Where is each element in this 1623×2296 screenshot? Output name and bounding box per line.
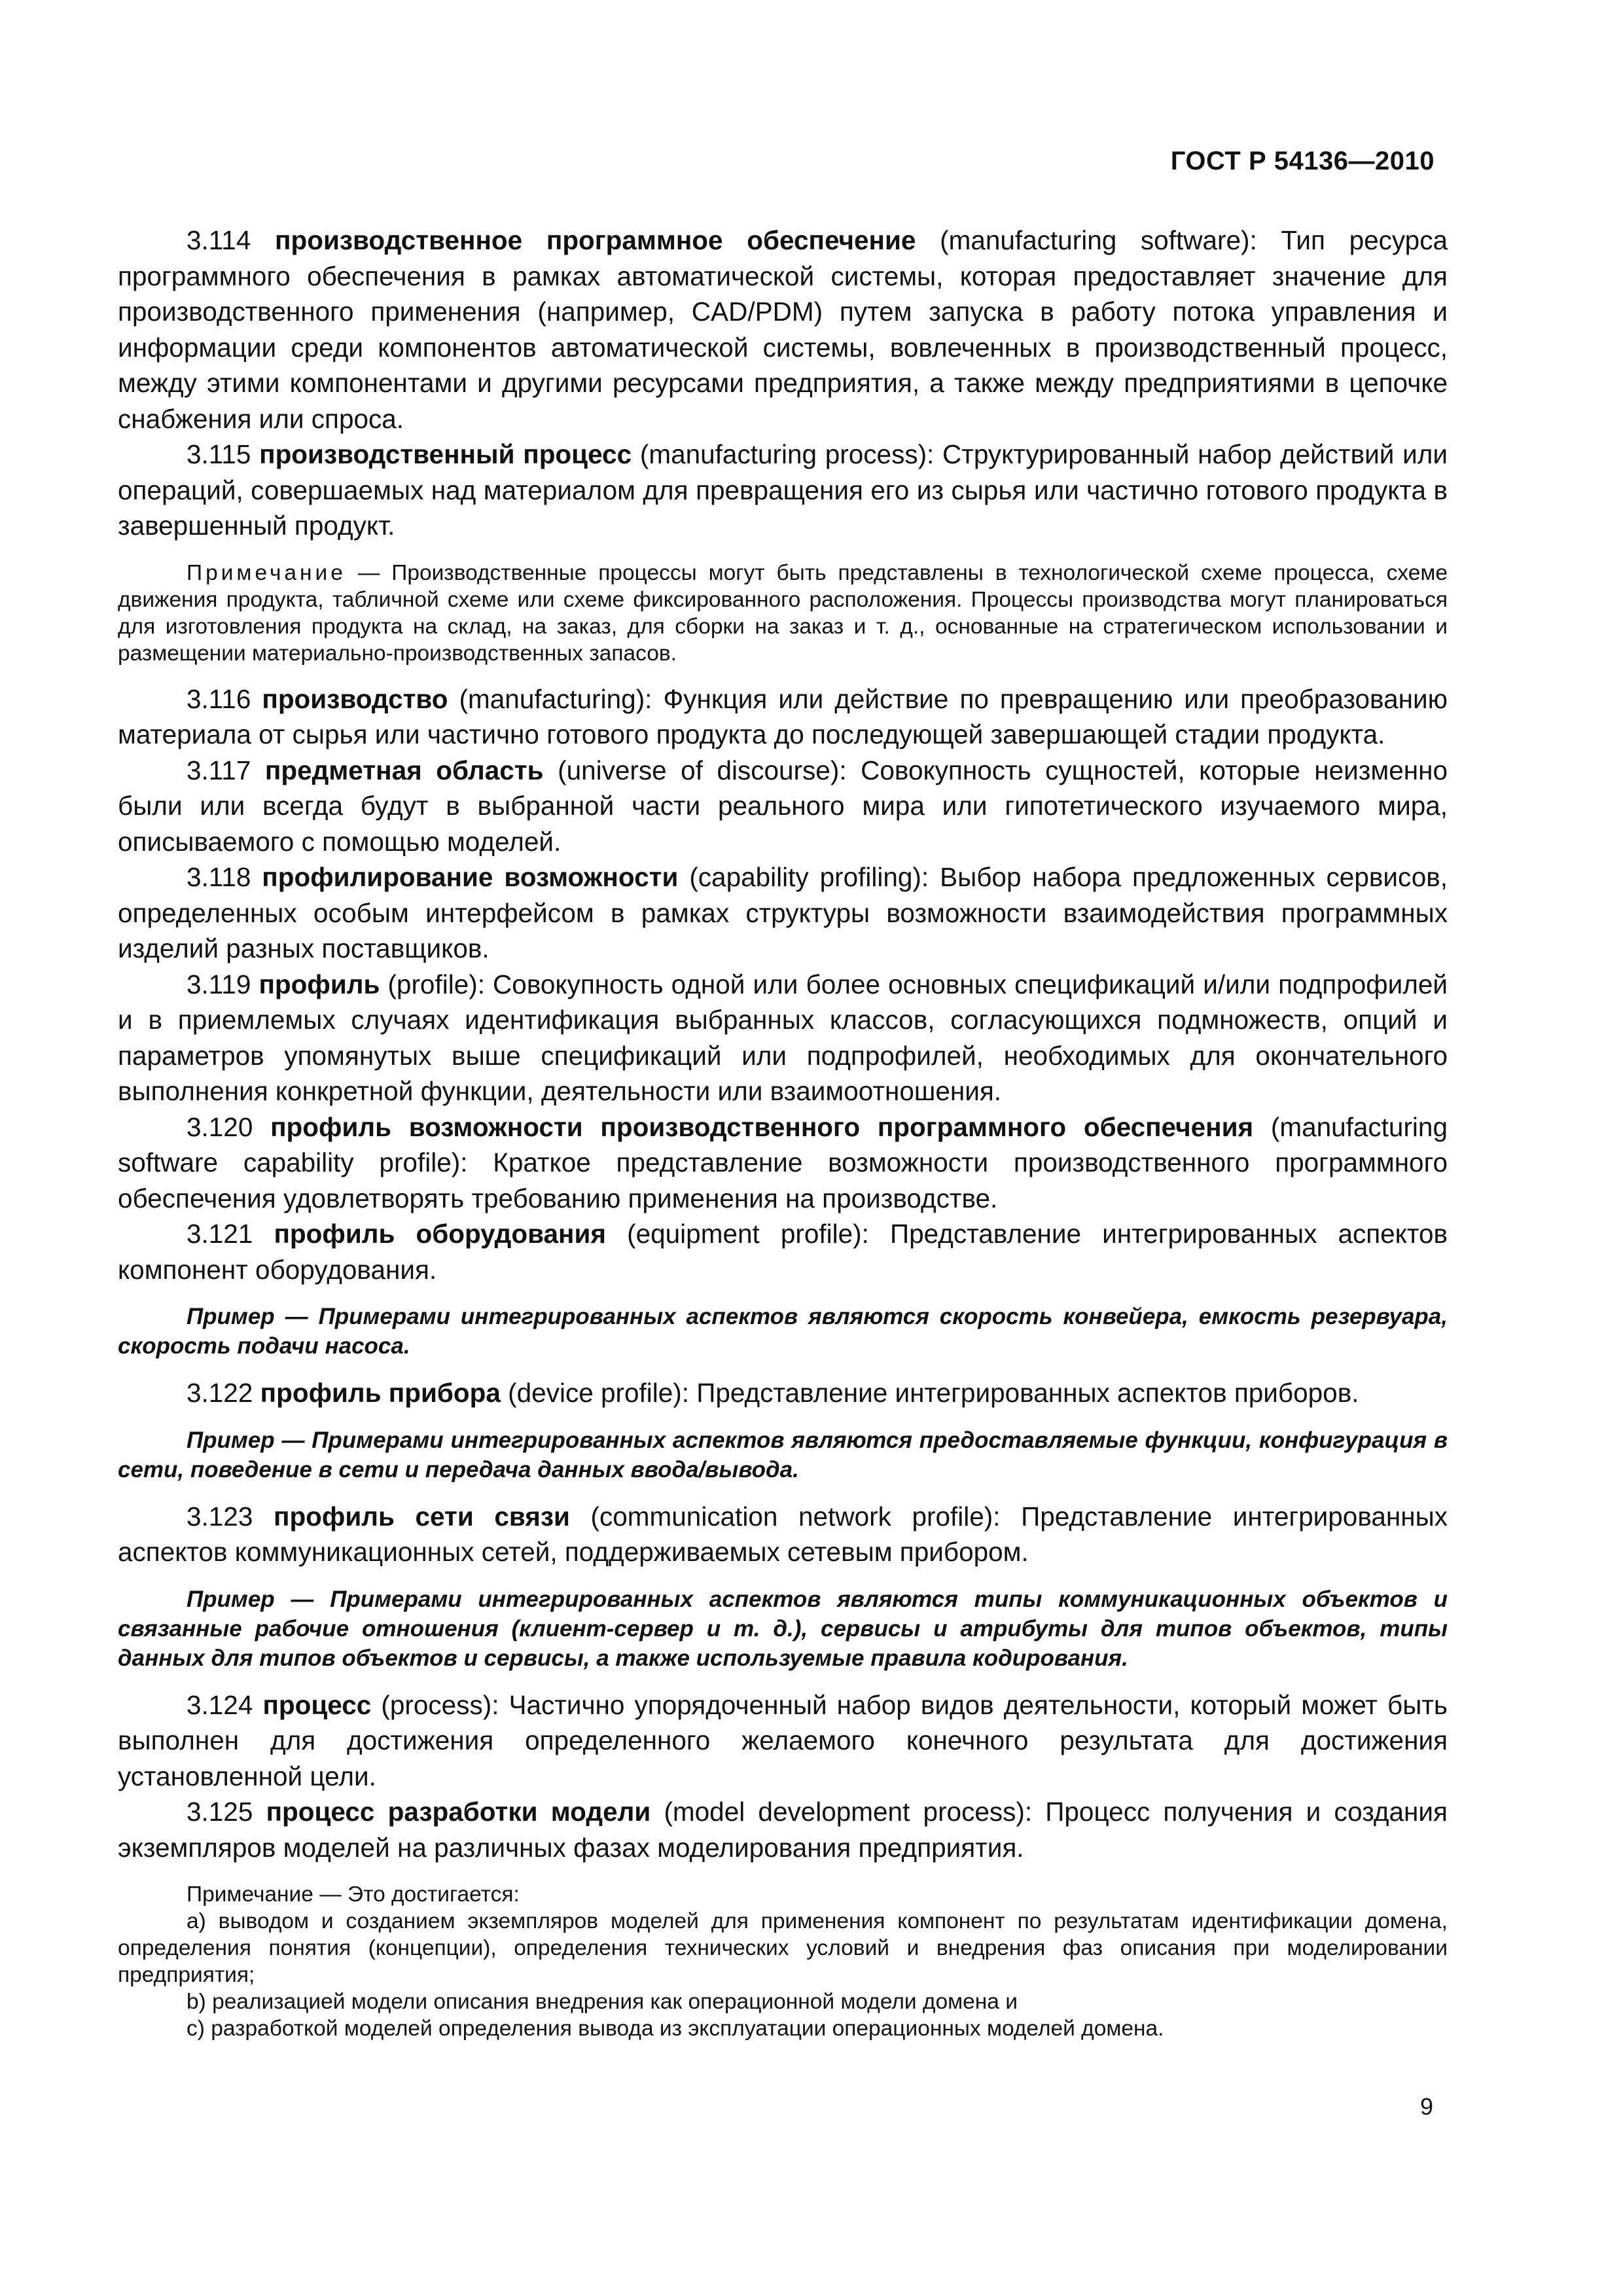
entry-definition: (universe of discourse): Совокупность сущностей, которые неизменно были или всегда будут в выбранной части реального мира или гипотетического изучаемого мира, описываемого с помощью моделей. xyxy=(118,755,1448,857)
term-entry-3-119 xyxy=(118,967,1448,1109)
example-3-121: Пример — Примерами интегрированных аспектов являются скорость конвейера, емкость резервуара, скорость подачи насоса. xyxy=(118,1304,1448,1359)
term-entry-3-121 xyxy=(118,1216,1448,1287)
example-3-122: Пример — Примерами интегрированных аспектов являются предоставляемые функции, конфигурация в сети, поведение в сети и передача данных ввода/вывода. xyxy=(118,1427,1448,1482)
term-entry-3-115 xyxy=(118,437,1448,544)
entry-term: процесс xyxy=(262,1689,372,1720)
entry-number: 3.123 xyxy=(187,1501,253,1532)
entry-definition: (manufacturing software capability profile): Краткое представление возможности производственного программного обеспечения удовлетворять требованию применения на производстве. xyxy=(118,1111,1448,1213)
term-entry-3-123 xyxy=(118,1499,1448,1570)
note-label: Примечание xyxy=(187,1882,313,1907)
term-entry-3-114 xyxy=(118,223,1448,437)
entry-number: 3.116 xyxy=(187,683,251,714)
term-entry-3-125 xyxy=(118,1794,1448,1865)
entry-definition: (device profile): Представление интегрированных аспектов приборов. xyxy=(508,1378,1359,1408)
entry-number: 3.122 xyxy=(187,1378,253,1408)
entry-term: производственный процесс xyxy=(259,439,632,469)
entry-definition: (capability profiling): Выбор набора предложенных сервисов, определенных особым интерфейсом в рамках структуры возможности взаимодействия программных изделий разных поставщиков. xyxy=(118,862,1448,963)
entry-number: 3.114 xyxy=(187,225,251,255)
entry-number: 3.118 xyxy=(187,862,251,892)
entry-definition: (communication network profile): Представление интегрированных аспектов коммуникационных сетей, поддерживаемых сетевым прибором. xyxy=(118,1501,1448,1567)
entry-term: профиль возможности производственного программного обеспечения xyxy=(270,1111,1254,1142)
term-entry-3-122 xyxy=(118,1375,1448,1411)
entry-term: профиль оборудования xyxy=(274,1219,607,1249)
entry-definition: (manufacturing process): Структурированный набор действий или операций, совершаемых над материалом для превращения его из сырья или частично готового продукта в завершенный продукт. xyxy=(118,439,1448,541)
entry-definition: (equipment profile): Представление интегрированных аспектов компонент оборудования. xyxy=(118,1219,1448,1285)
note-list-item: b) реализацией модели описания внедрения как операционной модели домена и xyxy=(187,1990,1018,2014)
page-number: 9 xyxy=(1419,2093,1433,2120)
entry-term: предметная область xyxy=(264,755,544,785)
entry-term: производственное программное обеспечение xyxy=(275,225,916,255)
entry-term: процесс разработки модели xyxy=(266,1797,651,1827)
entry-number: 3.121 xyxy=(187,1219,253,1249)
entry-number: 3.115 xyxy=(187,439,251,469)
entry-term: профилирование возможности xyxy=(262,862,679,892)
note-label: Примечание xyxy=(187,560,346,585)
entry-term: профиль сети связи xyxy=(273,1501,570,1532)
note-3-125 xyxy=(118,1881,1448,1908)
entry-number: 3.124 xyxy=(187,1689,253,1720)
entry-term: профиль xyxy=(259,969,380,999)
note-text: — Производственные процессы могут быть представлены в технологической схеме процесса, схеме движения продукта, табличной схеме или схеме фиксированного расположения. Процессы производства могут планироваться для изготовления продукта на склад, на заказ, для сборки на заказ и т. д., основанные на стратегическом использовании и размещении материально-производственных запасов. xyxy=(118,560,1448,666)
entry-number: 3.119 xyxy=(187,969,251,999)
example-3-123: Пример — Примерами интегрированных аспектов являются типы коммуникационных объектов и связанные рабочие отношения (клиент-сервер и т. д.), сервисы и атрибуты для типов объектов, типы данных для типов объектов и сервисы, а также используемые правила кодирования. xyxy=(118,1586,1448,1671)
entry-definition: (profile): Совокупность одной или более основных спецификаций и/или подпрофилей и в приемлемых случаях идентификация выбранных классов, согласующихся подмножеств, опций и параметров упомянутых выше спецификаций или подпрофилей, необходимых для окончательного выполнения конкретной функции, деятельности или взаимоотношения. xyxy=(118,969,1448,1106)
term-entry-3-116 xyxy=(118,681,1448,753)
document-code-header: ГОСТ Р 54136—2010 xyxy=(1170,147,1435,175)
note-list-item: а) выводом и созданием экземпляров моделей для применения компонент по результатам идентификации домена, определения понятия (концепции), определения технических условий и внедрения фаз описания при моделировании предприятия; xyxy=(118,1909,1448,1987)
entry-number: 3.117 xyxy=(187,755,251,785)
entry-term: производство xyxy=(262,683,448,714)
term-entry-3-124 xyxy=(118,1687,1448,1795)
term-entry-3-118 xyxy=(118,859,1448,967)
term-entry-3-120 xyxy=(118,1109,1448,1217)
entry-number: 3.125 xyxy=(187,1797,253,1827)
note-3-115 xyxy=(118,560,1448,667)
entry-definition: (model development process): Процесс получения и создания экземпляров моделей на различных фазах моделирования предприятия. xyxy=(118,1797,1448,1863)
entry-definition: (manufacturing software): Тип ресурса программного обеспечения в рамках автоматической системы, которая предоставляет значение для производственного применения (например, CAD/PDM) путем запуска в работу потока управления и информации среди компонентов автоматической системы, вовлеченных в производственный процесс, между этими компонентами и другими ресурсами предприятия, а также между предприятиями в цепочке снабжения или спроса. xyxy=(118,225,1448,434)
entry-term: профиль прибора xyxy=(260,1378,501,1408)
term-entry-3-117 xyxy=(118,753,1448,860)
note-text: — Это достигается: xyxy=(319,1882,520,1907)
document-body xyxy=(118,223,1448,2042)
entry-definition: (manufacturing): Функция или действие по превращению или преобразованию материала от сырья или частично готового продукта до последующей завершающей стадии продукта. xyxy=(118,683,1448,749)
entry-definition: (process): Частично упорядоченный набор видов деятельности, который может быть выполнен для достижения определенного желаемого конечного результата для достижения установленной цели. xyxy=(118,1689,1448,1791)
note-list-item: c) разработкой моделей определения вывода из эксплуатации операционных моделей домена. xyxy=(187,2017,1164,2041)
entry-number: 3.120 xyxy=(187,1111,253,1142)
